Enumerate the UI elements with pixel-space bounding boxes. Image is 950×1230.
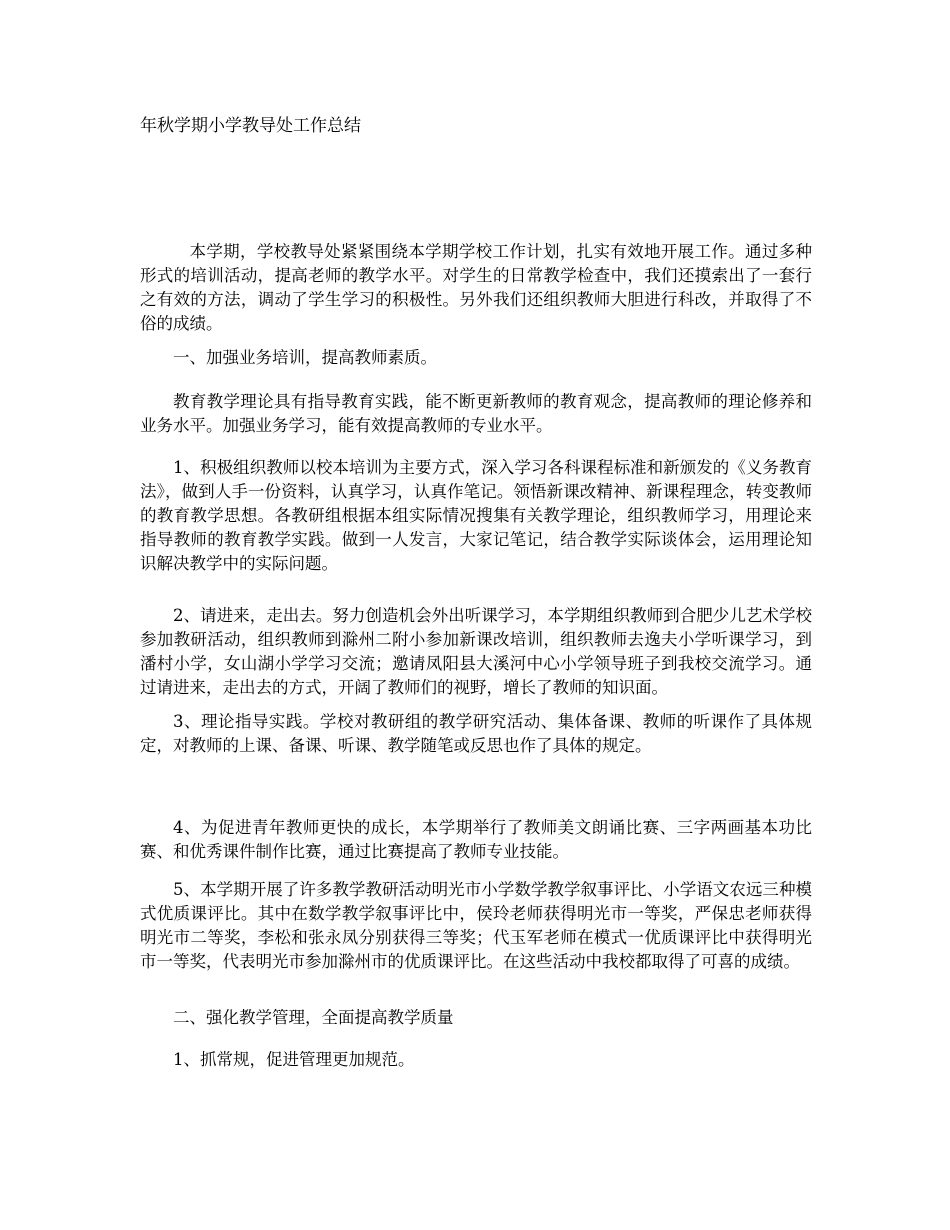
paragraph-item-1: 1、积极组织教师以校本培训为主要方式，深入学习各科课程标准和新颁发的《义务教育法》，做到人手一份资料，认真学习，认真作笔记。领悟新课改精神、新课程理念，转变教师的教育教学思想。各教研组根据本组实际情况搜集有关教学理论，组织教师学习，用理论来指导教师的教育教学实践。做到一人发言，大家记笔记，结合教学实际谈体会，运用理论知识解决教学中的实际问题。 bbox=[140, 458, 812, 573]
paragraph-intro: 本学期，学校教导处紧紧围绕本学期学校工作计划，扎实有效地开展工作。通过多种形式的培训活动，提高老师的教学水平。对学生的日常教学检查中，我们还摸索出了一套行之有效的方法，调动了学生学习的积极性。另外我们还组织教师大胆进行科改，并取得了不俗的成绩。 bbox=[140, 242, 812, 333]
paragraph-theory: 教育教学理论具有指导教育实践，能不断更新教师的教育观念，提高教师的理论修养和业务水平。加强业务学习，能有效提高教师的专业水平。 bbox=[140, 392, 812, 435]
paragraph-item-2: 2、请进来，走出去。努力创造机会外出听课学习，本学期组织教师到合肥少儿艺术学校参加教研活动，组织教师到滁州二附小参加新课改培训，组织教师去逸夫小学听课学习，到潘村小学，女山湖小学学习交流；邀请凤阳县大溪河中心小学领导班子到我校交流学习。通过请进来，走出去的方式，开阔了教师们的视野，增长了教师的知识面。 bbox=[140, 606, 812, 697]
section-heading-1: 一、加强业务培训，提高教师素质。 bbox=[173, 348, 437, 367]
paragraph-item-4: 4、为促进青年教师更快的成长，本学期举行了教师美文朗诵比赛、三字两画基本功比赛、和优秀课件制作比赛，通过比赛提高了教师专业技能。 bbox=[140, 818, 812, 861]
section-heading-2: 二、强化教学管理，全面提高教学质量 bbox=[173, 1008, 454, 1027]
document-title: 年秋学期小学教导处工作总结 bbox=[140, 116, 361, 136]
paragraph-subitem-1: 1、抓常规，促进管理更加规范。 bbox=[173, 1050, 415, 1069]
paragraph-item-5: 5、本学期开展了许多教学教研活动明光市小学数学教学叙事评比、小学语文农远三种模式优质课评比。其中在数学教学叙事评比中，侯玲老师获得明光市一等奖，严保忠老师获得明光市二等奖，李松和张永凤分别获得三等奖；代玉军老师在模式一优质课评比中获得明光市一等奖，代表明光市参加滁州市的优质课评比。在这些活动中我校都取得了可喜的成绩。 bbox=[140, 880, 812, 971]
paragraph-item-3: 3、理论指导实践。学校对教研组的教学研究活动、集体备课、教师的听课作了具体规定，对教师的上课、备课、听课、教学随笔或反思也作了具体的规定。 bbox=[140, 712, 812, 755]
